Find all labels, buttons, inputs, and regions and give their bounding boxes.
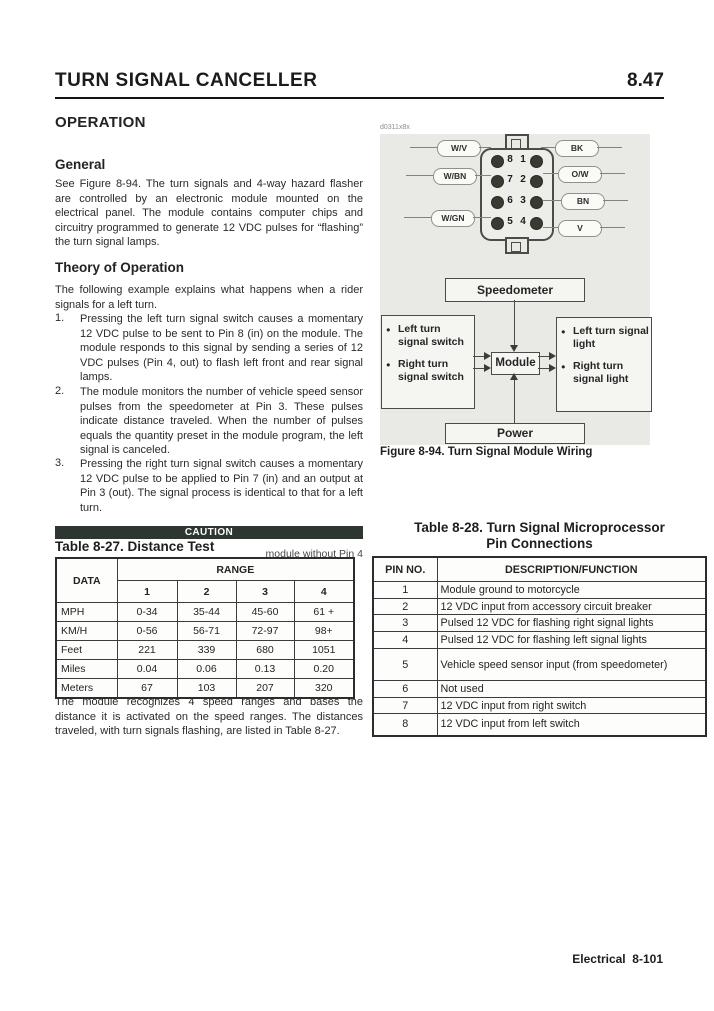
module-block: Module [491,352,540,375]
switch-to-module-line [473,368,484,369]
pin-no: 6 [373,681,437,698]
closing-paragraph: The module recognizes 4 speed ranges and bases the distance it is activated on the speed ranges. The distances traveled, with turn signals flashing, are listed in Table 8-27. [55,696,363,738]
theory-step-1 [55,312,363,385]
pin-8-icon [491,155,504,168]
pin-number: 4 [520,216,526,227]
wire-line [543,173,558,174]
switch-to-module-line [473,356,484,357]
row-label: Miles [56,660,117,679]
pin-description: 12 VDC input from accessory circuit breaker [437,599,706,615]
wire-label-wv: W/V [437,140,481,157]
left-turn-switch-item: ● Left turn signal switch [398,323,472,349]
distance-test-table [55,557,355,699]
light-outputs-block [556,317,652,412]
general-heading: General [55,157,106,172]
pin-1-icon [530,155,543,168]
theory-heading: Theory of Operation [55,260,185,275]
pin-6-icon [491,196,504,209]
step-text: Pressing the left turn signal switch causes a momentary 12 VDC pulse to be sent to Pin 8 (in) on the module. The module responds to this signal by sending a series of 12 VDC pulses (Pin 4, out) to flash left front and rear signal lamps. [80,313,363,384]
pin-description: 12 VDC input from left switch [437,714,706,736]
row-label: Meters [56,679,117,699]
cell: 45-60 [236,603,294,622]
col-header-data: DATA [56,558,117,603]
range-col-4: 4 [294,581,354,603]
figure-code: d0311x8x [380,124,410,131]
pin-3-icon [530,196,543,209]
cell: 56-71 [177,622,236,641]
wire-label-v: V [558,220,602,237]
step-number: 3. [55,457,65,469]
section-number: 8.47 [627,70,664,91]
cell: 103 [177,679,236,699]
table-8-28-title [372,520,707,552]
col-header-pin-no: PIN NO. [373,557,437,582]
step-number: 2. [55,385,65,397]
table-8-28-title-line1: Table 8-28. Turn Signal Microprocessor [414,520,665,535]
step-number: 1. [55,312,65,324]
step-text: Pressing the right turn signal switch causes a momentary 12 VDC pulse to be applied to Pin 7 (in) and an output at Pin 3 (out). The signal process is identical to that for a left turn. [80,458,363,514]
pin-description: Not used [437,681,706,698]
left-turn-light-item: ● Left turn signal light [573,325,649,351]
right-turn-switch-item: ● Right turn signal switch [398,358,472,384]
pin-no: 3 [373,615,437,632]
pin-5-icon [491,217,504,230]
pin-no: 4 [373,632,437,649]
cell: 35-44 [177,603,236,622]
speedometer-block: Speedometer [445,278,585,302]
table-row [56,641,354,660]
range-col-2: 2 [177,581,236,603]
cell: 221 [117,641,177,660]
general-paragraph: See Figure 8-94. The turn signals and 4-way hazard flasher are controlled by an electronic module mounted on the electrical panel. The module contains computer chips and circuitry programmed to generate 12 VDC pulses for “flashing” the turn signal lamps. [55,178,363,249]
wire-label-wgn: W/GN [431,210,475,227]
wire-line [473,217,491,218]
arrow-right-icon [549,352,556,360]
power-block: Power [445,423,585,444]
pin-connections-table [372,556,707,737]
table-row [373,582,706,599]
col-header-description: DESCRIPTION/FUNCTION [437,557,706,582]
pin-number: 6 [507,195,513,206]
row-label: KM/H [56,622,117,641]
page-footer: Electrical 8-101 [572,952,663,966]
table-row [56,603,354,622]
pin-description: Vehicle speed sensor input (from speedometer) [437,649,706,681]
pin-description: Module ground to motorcycle [437,582,706,599]
cell: 339 [177,641,236,660]
figure-panel [380,134,650,445]
wire-line [597,147,622,148]
connector-bottom-tab [505,237,529,254]
cell: 0.13 [236,660,294,679]
power-to-module-line [514,380,515,423]
wire-label-bk: BK [555,140,599,157]
row-label: MPH [56,603,117,622]
cell: 0-56 [117,622,177,641]
table-8-27-title: Table 8-27. Distance Test [55,539,215,554]
arrow-down-icon [510,345,518,352]
pin-number: 2 [520,174,526,185]
cell: 67 [117,679,177,699]
wire-line [603,200,628,201]
cell: 61 + [294,603,354,622]
table-row [56,622,354,641]
pin-no: 2 [373,599,437,615]
table-row [373,681,706,698]
wire-line [406,175,433,176]
theory-step-3 [55,457,363,515]
table-row [56,660,354,679]
theory-intro: The following example explains what happens when a rider signals for a left turn. [55,284,363,311]
pin-description: Pulsed 12 VDC for flashing right signal lights [437,615,706,632]
cell: 0.04 [117,660,177,679]
row-label: Feet [56,641,117,660]
step-text: The module monitors the number of vehicle speed sensor pulses from the speedometer at Pin 3. These pulses indicate distance traveled. When the number of pulses equals the quantity preset in the module program, the left signal is canceled. [80,386,363,457]
pin-description: 12 VDC input from right switch [437,698,706,714]
arrow-right-icon [484,352,491,360]
table-row [373,714,706,736]
wire-line [543,227,558,228]
pin-2-icon [530,175,543,188]
pin-no: 5 [373,649,437,681]
speedometer-to-module-line [514,300,515,345]
obscured-caution-text: module without Pin 4 [265,548,363,557]
wire-line [600,227,625,228]
pin-number: 1 [520,154,526,165]
arrow-up-icon [510,373,518,380]
wire-line [479,147,491,148]
cell: 0.20 [294,660,354,679]
cell: 0-34 [117,603,177,622]
wire-label-bn: BN [561,193,605,210]
cell: 207 [236,679,294,699]
module-to-light-line [538,368,549,369]
cell: 1051 [294,641,354,660]
range-col-3: 3 [236,581,294,603]
arrow-right-icon [484,364,491,372]
wire-label-ow: O/W [558,166,602,183]
cell: 0.06 [177,660,236,679]
table-row [373,599,706,615]
range-col-1: 1 [117,581,177,603]
col-header-range: RANGE [117,558,354,581]
table-row [373,698,706,714]
pin-no: 7 [373,698,437,714]
right-turn-light-item: ● Right turn signal light [573,360,649,386]
wire-line [543,200,561,201]
connector-bottom-keyway [511,242,521,252]
caution-banner: CAUTION [55,526,363,539]
page-title: TURN SIGNAL CANCELLER [55,70,318,91]
pin-no: 8 [373,714,437,736]
table-8-28-title-line2: Pin Connections [486,536,593,551]
theory-step-2 [55,385,363,458]
wire-line [475,175,491,176]
pin-number: 5 [507,216,513,227]
pin-7-icon [491,175,504,188]
wire-line [541,147,555,148]
module-to-light-line [538,356,549,357]
wire-label-wbn: W/BN [433,168,477,185]
operation-heading: OPERATION [55,114,146,131]
pin-number: 3 [520,195,526,206]
cell: 98+ [294,622,354,641]
pin-4-icon [530,217,543,230]
pin-number: 8 [507,154,513,165]
arrow-right-icon [549,364,556,372]
cell: 320 [294,679,354,699]
cell: 680 [236,641,294,660]
wire-line [410,147,437,148]
pin-no: 1 [373,582,437,599]
pin-number: 7 [507,174,513,185]
figure-caption: Figure 8-94. Turn Signal Module Wiring [380,446,593,458]
wire-line [600,173,625,174]
header-rule [55,97,664,99]
table-row [373,615,706,632]
pin-description: Pulsed 12 VDC for flashing left signal lights [437,632,706,649]
switch-inputs-block [381,315,475,409]
table-row [373,649,706,681]
wire-line [404,217,431,218]
table-row [373,632,706,649]
cell: 72-97 [236,622,294,641]
